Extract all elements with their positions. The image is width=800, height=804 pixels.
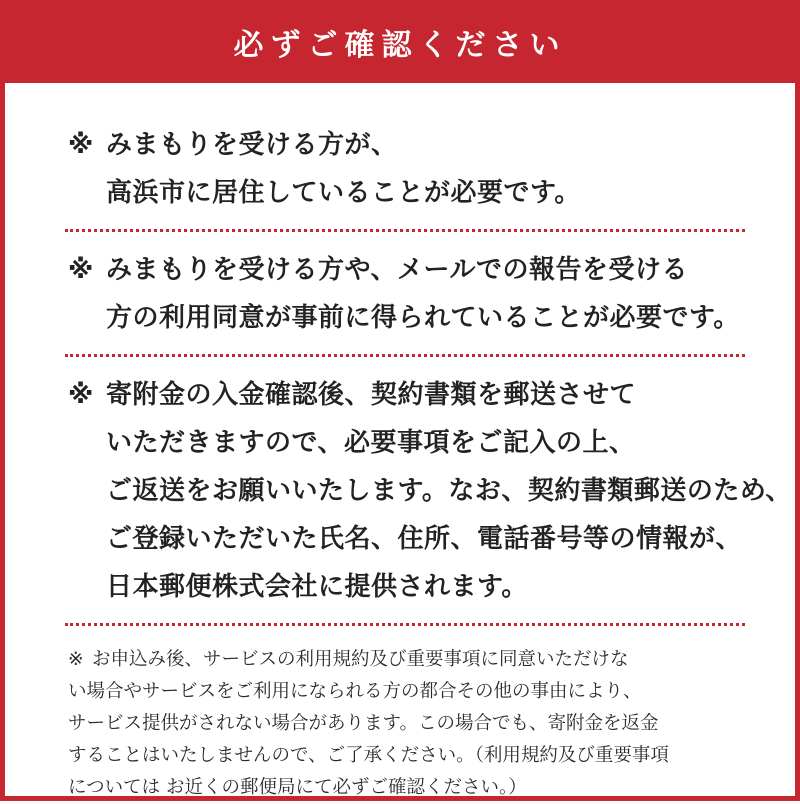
notice-text-line: 日本郵便株式会社に提供されます。 <box>106 572 528 602</box>
notice-text-line: みまもりを受ける方や、メールでの報告を受ける <box>106 255 688 285</box>
notice-panel <box>5 83 795 796</box>
header-banner <box>5 0 795 83</box>
asterisk-mark: ※ <box>68 255 94 285</box>
asterisk-mark: ※ <box>68 130 94 160</box>
asterisk-mark: ※ <box>68 380 94 410</box>
notice-text-line: いただきますので、必要事項をご記入の上、 <box>106 428 636 458</box>
footnote-text-line: することはいたしませんので、ご了承ください。（利用規約及び重要事項 <box>68 745 669 766</box>
notice-text-line: 寄附金の入金確認後、契約書類を郵送させて <box>106 380 637 410</box>
header-title: 必ずご確認ください <box>233 27 567 63</box>
notice-text-line: 方の利用同意が事前に得られていることが必要です。 <box>106 303 740 333</box>
dotted-divider <box>65 623 745 626</box>
notice-text-line: ご登録いただいた氏名、住所、電話番号等の情報が、 <box>106 524 743 554</box>
notice-item-consent <box>5 246 795 342</box>
footnote-text-line: お申込み後、サービスの利用規約及び重要事項に同意いただけな <box>92 649 629 670</box>
footnote-text-line: サービス提供がされない場合があります。この場合でも、寄附金を返金 <box>68 713 659 734</box>
notice-item-contract <box>5 371 795 611</box>
dotted-divider <box>65 229 745 232</box>
footnote-text-line: については お近くの郵便局にて必ずご確認ください。） <box>68 777 527 798</box>
asterisk-mark: ※ <box>68 649 84 670</box>
footnote-text-line: い場合やサービスをご利用になられる方の都合その他の事由により、 <box>68 681 642 702</box>
notice-item-residence <box>5 121 795 217</box>
notice-text-line: みまもりを受ける方が、 <box>106 130 398 160</box>
dotted-divider <box>65 354 745 357</box>
notice-text-line: ご返送をお願いいたします。なお、契約書類郵送のため、 <box>106 476 792 506</box>
footnote <box>5 640 795 804</box>
notice-text-line: 高浜市に居住していることが必要です。 <box>106 178 581 208</box>
